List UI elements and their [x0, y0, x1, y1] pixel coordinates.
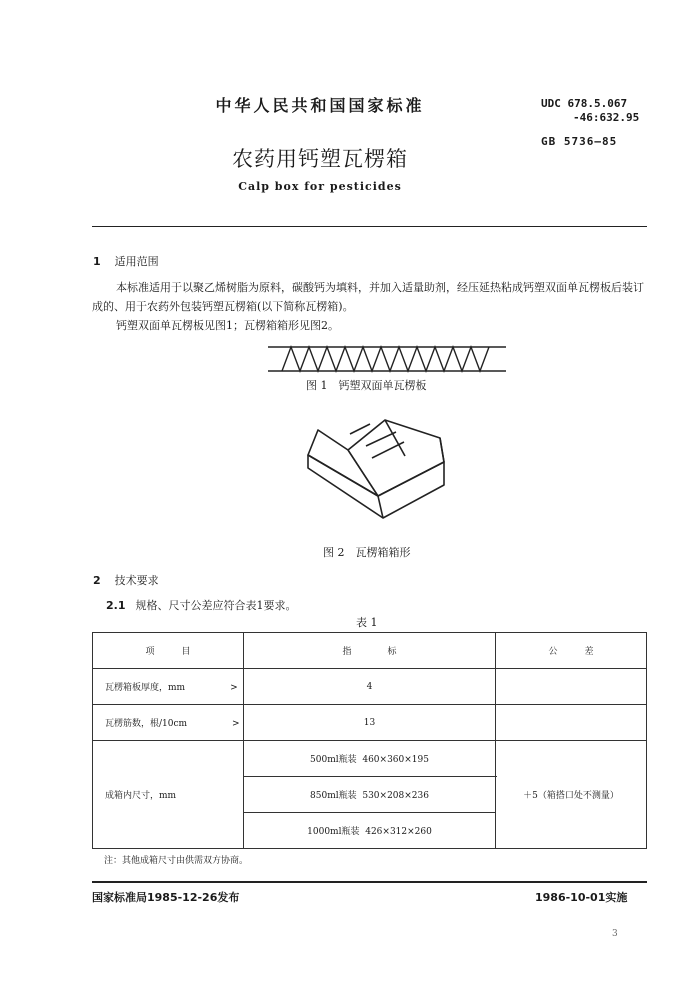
- size-1000ml-dims: 426×312×260: [365, 827, 432, 837]
- row-ribs-item: 瓦楞筋数，根/10cm >: [93, 705, 244, 741]
- subsection-2-1: [106, 597, 297, 613]
- gb-number: GB 5736—85: [541, 135, 618, 148]
- subsection-2-1-number: 2.1: [106, 599, 126, 612]
- footer-divider: [92, 881, 647, 883]
- document-subtitle: Calp box for pesticides: [238, 180, 402, 193]
- figure-1-caption: 图 1 钙塑双面单瓦楞板: [306, 379, 427, 392]
- row-thickness-tolerance: [496, 669, 647, 705]
- box-shape-figure: [300, 410, 450, 525]
- table-header-row: [93, 633, 647, 669]
- implement-date: 1986-10-01实施: [535, 891, 628, 904]
- size-850ml-bottle: 850ml瓶装: [310, 791, 357, 801]
- size-1000ml: [244, 813, 496, 849]
- size-1000ml-bottle: 1000ml瓶装: [307, 827, 360, 837]
- standard-category: 中华人民共和国国家标准: [215, 96, 425, 115]
- header-item: 项 目: [93, 633, 244, 669]
- size-500ml-dims: 460×360×195: [362, 755, 429, 765]
- section-1-title: 适用范围: [114, 255, 159, 268]
- table-row: [93, 669, 647, 705]
- udc-code-line2: -46:632.95: [573, 111, 640, 124]
- section-1-heading: [93, 253, 159, 269]
- section-2-number: 2: [93, 574, 101, 587]
- section-2-title: 技术要求: [114, 574, 159, 587]
- size-850ml: [244, 777, 496, 813]
- document-title: 农药用钙塑瓦楞箱: [232, 147, 408, 171]
- table-row: [93, 705, 647, 741]
- page-number: 3: [612, 929, 618, 939]
- row-thickness-item: 瓦楞箱板厚度，mm >: [93, 669, 244, 705]
- row-size-item: 成箱内尺寸，mm: [93, 741, 244, 849]
- size-500ml: [244, 741, 496, 777]
- udc-code-line1: UDC 678.5.067: [541, 97, 628, 110]
- header-divider: [92, 226, 647, 227]
- section-1-paragraph-1: 本标准适用于以聚乙烯树脂为原料，碳酸钙为填料，并加入适量助剂，经压延热粘成钙塑双面单瓦楞板后装订成的、用于农药外包装钙塑瓦楞箱(以下简称瓦楞箱)。: [92, 281, 644, 313]
- figure-2-caption: 图 2 瓦楞箱箱形: [323, 546, 411, 559]
- size-850ml-dims: 530×208×236: [362, 791, 429, 801]
- spec-table: [92, 632, 647, 849]
- row-thickness-value: 4: [244, 669, 496, 705]
- table-row: [93, 741, 647, 777]
- row-ribs-tolerance: [496, 705, 647, 741]
- header-index: 指 标: [244, 633, 496, 669]
- section-1-number: 1: [93, 255, 101, 268]
- section-2-heading: [93, 572, 159, 588]
- corrugated-board-figure: [268, 344, 506, 376]
- publish-date: 国家标准局1985-12-26发布: [92, 891, 240, 904]
- size-500ml-bottle: 500ml瓶装: [310, 755, 357, 765]
- header-tolerance: 公 差: [496, 633, 647, 669]
- row-ribs-value: 13: [244, 705, 496, 741]
- size-tolerance: ＋5（箱搭口处不测量）: [496, 741, 647, 849]
- section-1-paragraph-2: 钙塑双面单瓦楞板见图1；瓦楞箱箱形见图2。: [116, 319, 339, 332]
- table-title: 表 1: [356, 616, 378, 629]
- subsection-2-1-text: 规格、尺寸公差应符合表1要求。: [135, 599, 297, 612]
- table-note: 注：其他成箱尺寸由供需双方协商。: [104, 856, 249, 866]
